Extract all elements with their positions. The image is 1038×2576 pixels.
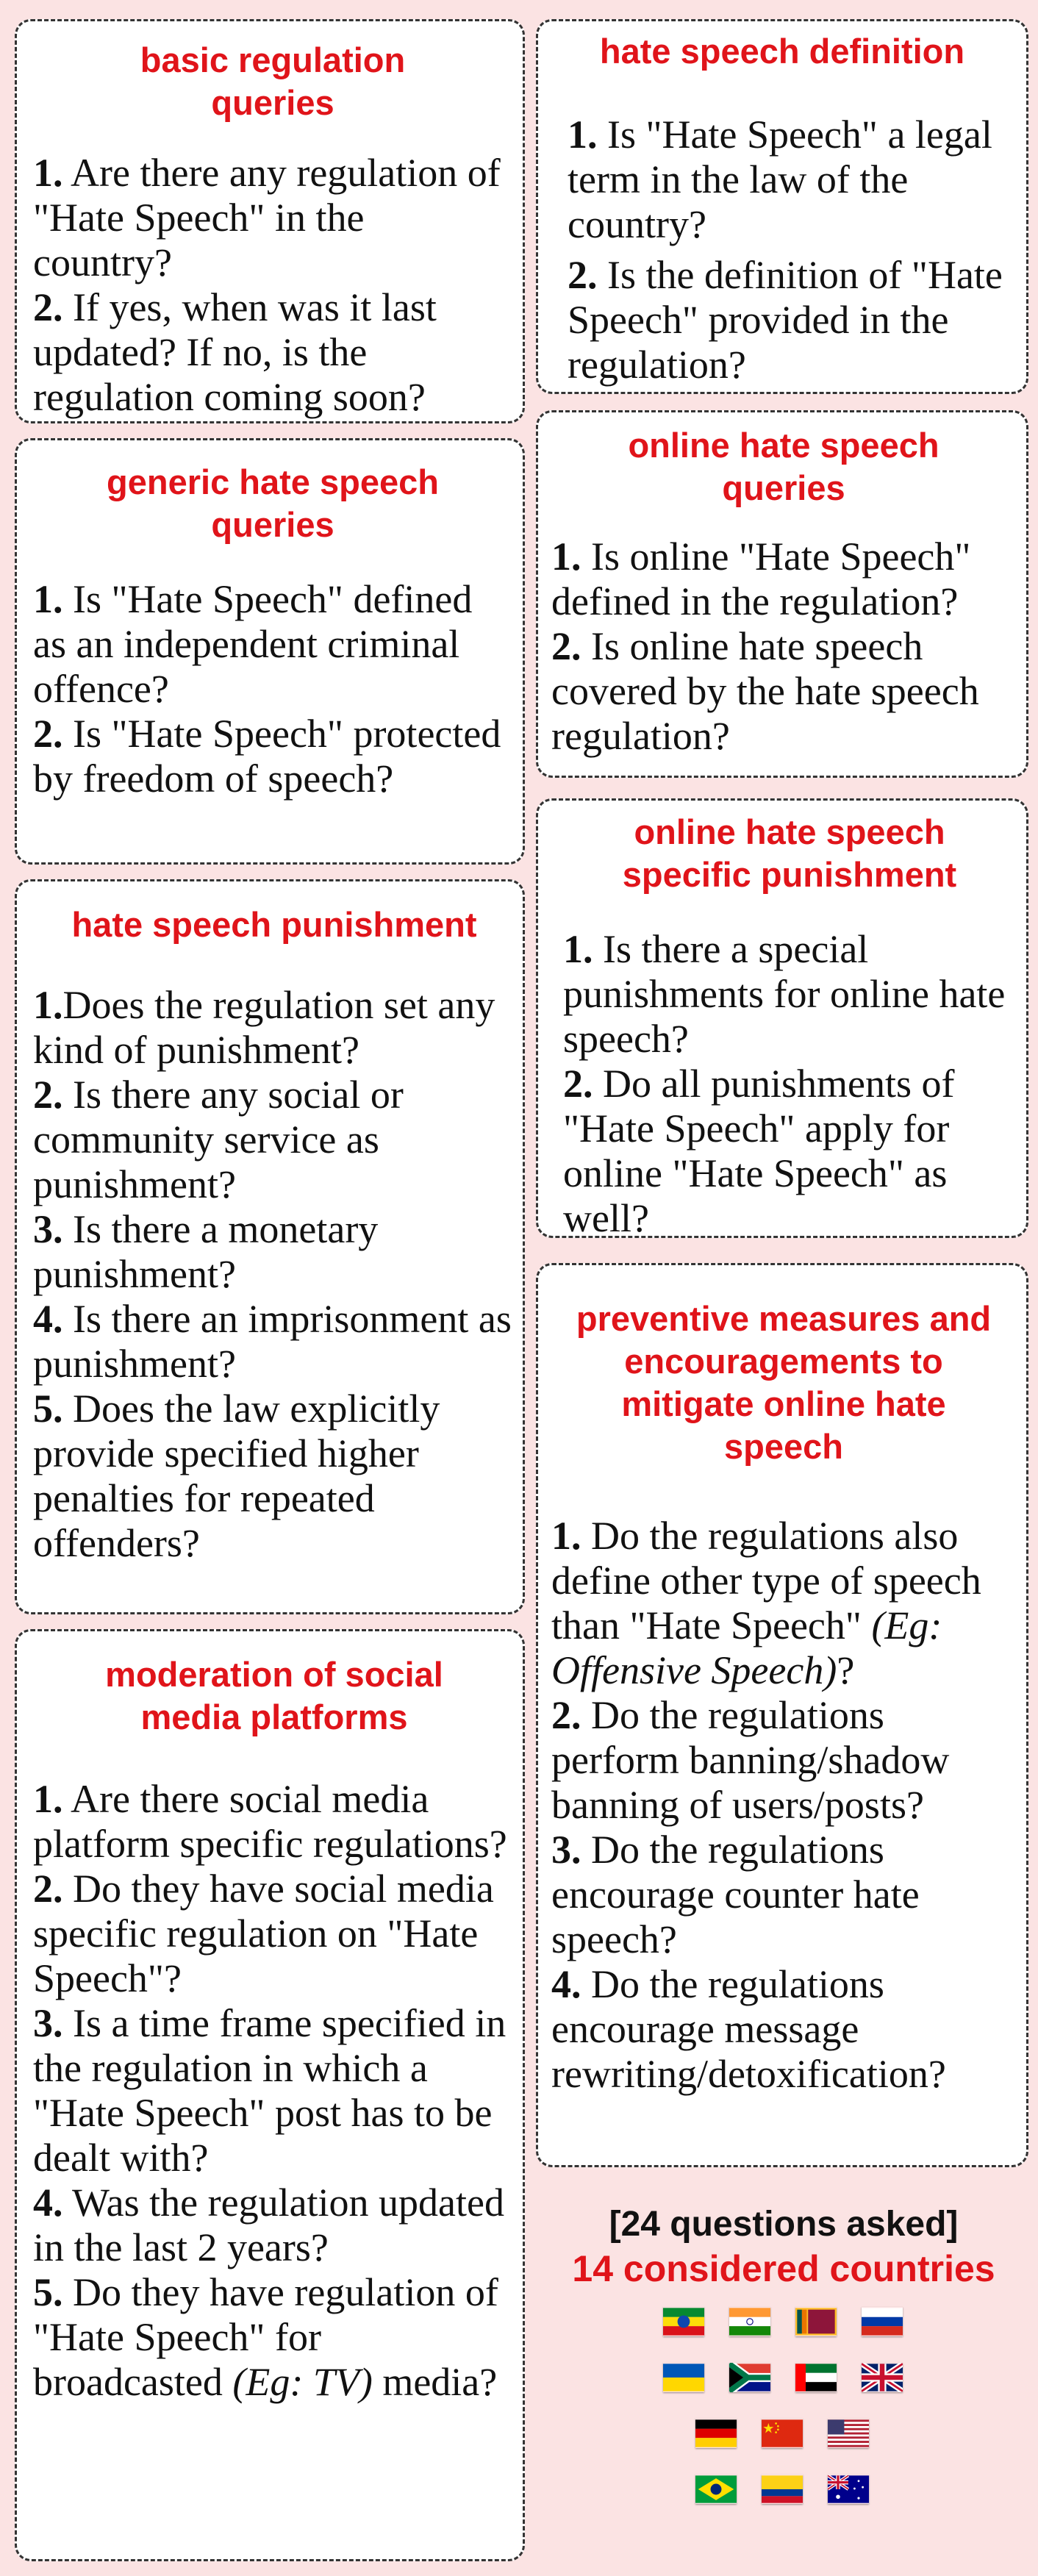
question-item: 2. Is online hate speech covered by the hate speech regulation? bbox=[551, 624, 979, 758]
question-item: 4. Is there an imprisonment as punishment? bbox=[33, 1297, 512, 1386]
figure-panel bbox=[4, 4, 1034, 2572]
question-item: 2. If yes, when was it last updated? If no, is the regulation coming soon? bbox=[33, 285, 437, 419]
hate-speech-definition-title: hate speech definition bbox=[599, 32, 965, 71]
online-hate-speech-box bbox=[536, 410, 1028, 778]
preventive-measures-title: preventive measures and encouragements to mitigate online hate speech bbox=[576, 1299, 992, 1466]
china-flag-icon bbox=[762, 2419, 803, 2448]
basic-regulation-box bbox=[15, 19, 525, 423]
question-item: 4. Do the regulations encourage message rewriting/detoxification? bbox=[551, 1962, 946, 2096]
south-africa-flag-icon bbox=[729, 2363, 770, 2392]
question-item: 3. Is a time frame specified in the regulation in which a "Hate Speech" post has to be dealt with? bbox=[33, 2001, 507, 2180]
question-item: 1. Is there a special punishments for online hate speech? bbox=[563, 927, 1006, 1061]
generic-hate-speech-box bbox=[15, 438, 525, 865]
question-item: 4. Was the regulation updated in the last 2 years? bbox=[33, 2180, 504, 2269]
question-item: 1.Does the regulation set any kind of punishment? bbox=[33, 983, 495, 1072]
australia-flag-icon bbox=[828, 2475, 869, 2504]
russia-flag-icon bbox=[862, 2307, 903, 2336]
india-flag-icon bbox=[729, 2307, 770, 2336]
question-item: 2. Is the definition of "Hate Speech" provided in the regulation? bbox=[568, 253, 1003, 387]
online-punishment-box bbox=[536, 798, 1028, 1238]
question-item: 1. Are there social media platform specific regulations? bbox=[33, 1777, 507, 1866]
online-punishment-title: online hate speech specific punishment bbox=[622, 812, 957, 894]
online-hate-speech-title: online hate speech queries bbox=[628, 426, 939, 507]
hate-speech-definition-box bbox=[536, 19, 1028, 394]
uae-flag-icon bbox=[795, 2363, 837, 2392]
sri-lanka-flag-icon bbox=[795, 2307, 837, 2336]
question-item: 5. Does the law explicitly provide specified higher penalties for repeated offenders? bbox=[33, 1387, 440, 1565]
colombia-flag-icon bbox=[762, 2475, 803, 2504]
germany-flag-icon bbox=[695, 2419, 737, 2448]
question-item: 3. Do the regulations encourage counter hate speech? bbox=[551, 1828, 920, 1961]
question-item: 2. Is there any social or community service as punishment? bbox=[33, 1073, 404, 1206]
generic-hate-speech-title: generic hate speech queries bbox=[107, 462, 439, 544]
hate-speech-punishment-title: hate speech punishment bbox=[71, 905, 477, 944]
brazil-flag-icon bbox=[695, 2475, 737, 2504]
question-item: 2. Do all punishments of "Hate Speech" apply for online "Hate Speech" as well? bbox=[563, 1062, 955, 1240]
moderation-box bbox=[15, 1629, 525, 2561]
question-item: 1. Do the regulations also define other type of speech than "Hate Speech" (Eg: Offensive Speech)? bbox=[551, 1514, 981, 1692]
question-item: 1. Are there any regulation of "Hate Speech" in the country? bbox=[33, 151, 501, 285]
question-item: 2. Is "Hate Speech" protected by freedom of speech? bbox=[33, 712, 501, 801]
ethiopia-flag-icon bbox=[663, 2307, 704, 2336]
question-item: 1. Is "Hate Speech" defined as an independent criminal offence? bbox=[33, 577, 473, 711]
question-item: 1. Is "Hate Speech" a legal term in the law of the country? bbox=[568, 112, 992, 246]
question-item: 3. Is there a monetary punishment? bbox=[33, 1207, 379, 1296]
considered-countries-label: 14 considered countries bbox=[572, 2248, 995, 2289]
questions-asked-label: [24 questions asked] bbox=[609, 2205, 959, 2244]
question-item: 2. Do the regulations perform banning/shadow banning of users/posts? bbox=[551, 1693, 950, 1827]
moderation-title: moderation of social media platforms bbox=[105, 1655, 443, 1736]
question-item: 2. Do they have social media specific regulation on "Hate Speech"? bbox=[33, 1867, 494, 2000]
usa-flag-icon bbox=[828, 2419, 869, 2448]
ukraine-flag-icon bbox=[663, 2363, 704, 2392]
basic-regulation-title: basic regulation queries bbox=[140, 40, 406, 122]
question-item: 1. Is online "Hate Speech" defined in the regulation? bbox=[551, 534, 971, 623]
hate-speech-punishment-box bbox=[15, 879, 525, 1614]
uk-flag-icon bbox=[862, 2363, 903, 2392]
preventive-measures-box bbox=[536, 1263, 1028, 2167]
summary bbox=[556, 2203, 1012, 2291]
question-item: 5. Do they have regulation of "Hate Speech" for broadcasted (Eg: TV) media? bbox=[33, 2270, 498, 2404]
